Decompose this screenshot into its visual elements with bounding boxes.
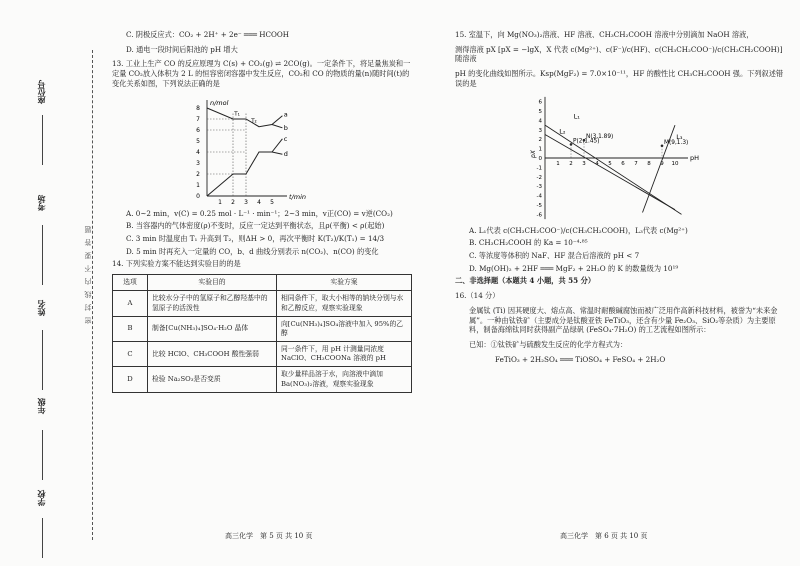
seat-label: 座位号 — [36, 80, 46, 104]
y-axis-label: pX — [530, 149, 537, 158]
y-tick-label: 6 — [538, 99, 542, 106]
y-tick-label: 3 — [538, 127, 542, 134]
q15-chart — [455, 94, 785, 222]
grade-label: 年级 — [36, 398, 46, 414]
x-axis-label: pH — [690, 153, 700, 162]
seat-line — [42, 115, 43, 165]
binding-strip — [30, 10, 100, 560]
point-label: M(9,1.3) — [664, 139, 689, 146]
q16-number: 16.（14 分） — [455, 291, 500, 301]
x-tick-label: 2 — [231, 198, 235, 206]
y-tick-label: 8 — [196, 104, 200, 112]
y-tick-label: 7 — [196, 115, 200, 123]
q15-stem-1: 15. 室温下，向 Mg(NO₃)₂溶液、HF 溶液、CH₃CH₂COOH 溶液中分别滴加 NaOH 溶液， — [455, 30, 754, 39]
line-label: L₂ — [559, 127, 566, 136]
curve-a — [272, 115, 282, 124]
y-tick-label: 0 — [538, 155, 542, 162]
point-label: N(3,1.89) — [586, 133, 614, 140]
y-tick-label: 4 — [196, 148, 200, 156]
line-label: L₁ — [573, 112, 580, 121]
name-line — [42, 330, 43, 390]
curve-c — [272, 138, 282, 151]
q13-option-c: C. 3 min 时温度由 T₁ 升高到 T₂，则ΔH > 0，再次平衡时 K(T₂)/K(T₁) = 14/3 — [126, 234, 385, 244]
row-purpose: 制备[Cu(NH₃)₄]SO₄·H₂O 晶体 — [148, 316, 277, 341]
table-row — [113, 367, 412, 392]
y-tick-label: 2 — [538, 136, 542, 143]
y-tick-label: -3 — [536, 183, 542, 190]
exam-label: 考场 — [36, 195, 46, 211]
header-option: 选项 — [113, 275, 148, 291]
left-column — [112, 30, 412, 393]
temp-marker: T₂ — [251, 117, 257, 124]
y-tick-label: -4 — [536, 193, 542, 200]
y-tick-label: 1 — [196, 181, 200, 189]
row-purpose: 比较 HClO、CH₃COOH 酸性强弱 — [148, 342, 277, 367]
q12-option-c: C. 阴极反应式：CO₂ + 2H⁺ + 2e⁻ ═══ HCOOH — [126, 30, 290, 39]
seal-text: 密封线内不要答题 — [84, 220, 92, 324]
y-tick-label: 1 — [538, 146, 542, 153]
row-option: B — [113, 316, 148, 341]
q15-option-d: D. Mg(OH)₂ + 2HF ═══ MgF₂ + 2H₂O 的 K 的数量级为 10¹⁹ — [469, 263, 679, 273]
row-plan: 向[Cu(NH₃)₄]SO₄溶液中加入 95%的乙醇 — [277, 316, 412, 341]
x-tick-label: 6 — [621, 160, 625, 167]
x-tick-label: 1 — [218, 198, 222, 206]
q15-option-a: A. L₁代表 c(CH₃CH₂COO⁻)/c(CH₃CH₂COOH)，L₃代表 c(Mg²⁺) — [469, 225, 688, 235]
q13-option-a: A. 0~2 min，v(C) = 0.25 mol · L⁻¹ · min⁻¹；2~3 min，v正(CO) = v逆(CO₂) — [126, 208, 393, 218]
line-label: L₃ — [676, 132, 683, 141]
grade-line — [42, 430, 43, 480]
x-tick-label: 7 — [634, 160, 638, 167]
y-tick-label: -5 — [536, 202, 542, 209]
y-tick-label: 6 — [196, 126, 200, 134]
q16-equation: FeTiO₃ + 2H₂SO₄ ═══ TiOSO₄ + FeSO₄ + 2H₂O — [495, 354, 666, 364]
row-plan: 相同条件下，取大小相等的钠块分别与水和乙醇反应，观察实验现象 — [277, 291, 412, 316]
q16-known: 已知：①钛铁矿与硫酸发生反应的化学方程式为： — [469, 340, 628, 350]
q15-option-c: C. 等浓度等体积的 NaF、HF 混合后溶液的 pH < 7 — [469, 251, 640, 261]
table-header-row — [113, 275, 412, 291]
q13-chart — [112, 94, 412, 206]
x-tick-label: 1 — [556, 160, 560, 167]
curve-label: c — [283, 134, 288, 143]
table-row — [113, 316, 412, 341]
q13-option-b: B. 当容器内的气体密度(ρ)不变时，反应一定达到平衡状态，且ρ(平衡) < ρ(起始) — [126, 221, 385, 231]
row-option: A — [113, 291, 148, 316]
y-tick-label: 5 — [196, 137, 200, 145]
section-two-title: 二、非选择题（本题共 4 小题，共 55 分） — [455, 276, 596, 286]
curve-label: b — [283, 123, 288, 132]
x-tick-label: 8 — [647, 160, 651, 167]
y-tick-label: 4 — [538, 117, 542, 124]
y-tick-label: 2 — [196, 170, 200, 178]
q15-option-b: B. CH₃CH₂COOH 的 Ka = 10⁻⁴·⁸⁵ — [469, 238, 588, 248]
curve-d — [272, 152, 282, 154]
point-label: P(2,1.45) — [573, 137, 600, 144]
name-label: 姓名 — [36, 300, 46, 316]
table-row — [113, 291, 412, 316]
y-tick-label: 0 — [196, 192, 200, 200]
x-tick-label: 5 — [608, 160, 612, 167]
exam-line — [42, 225, 43, 285]
x-tick-label: 2 — [569, 160, 573, 167]
table-row — [113, 342, 412, 367]
temp-marker: T₁ — [234, 111, 240, 118]
x-tick-label: 9 — [660, 160, 664, 167]
curve-label: a — [283, 110, 288, 119]
row-option: D — [113, 367, 148, 392]
x-axis-label: t/min — [289, 192, 306, 201]
q13-stem: 13. 工业上生产 CO 的反应原理为 C(s) + CO₂(g) ⇌ 2CO(g)。一定条件下，将足量焦炭和一定量 CO₂放入体积为 2 L 的恒容密闭容器中发生反应，CO₂和 CO 的物质的量(n)随时间(t)的变化关系如图，下列说法正确的是 — [112, 59, 411, 88]
x-tick-label: 4 — [257, 198, 261, 206]
q15-stem-3: pH 的变化曲线如图所示。Ksp(MgF₂) = 7.0×10⁻¹¹，HF 的酸性比 CH₃CH₂COOH 强。下列叙述错误的是 — [455, 69, 784, 88]
row-plan: 取少量样品溶于水，向溶液中滴加 Ba(NO₃)₂溶液，观察实验现象 — [277, 367, 412, 392]
header-plan: 实验方案 — [277, 275, 412, 291]
y-tick-label: 3 — [196, 159, 200, 167]
q15-stem-2: 测得溶液 pX [pX = −lgX，X 代表 c(Mg²⁺)、c(F⁻)/c(HF)、c(CH₃CH₂COO⁻)/c(CH₃CH₂COOH)] 随溶液 — [455, 44, 783, 64]
left-footer: 高三化学 第 5 页 共 10 页 — [225, 532, 313, 540]
x-tick-label: 4 — [595, 160, 599, 167]
right-column — [455, 30, 785, 370]
row-option: C — [113, 342, 148, 367]
q14-table — [112, 274, 412, 393]
binding-dash-line — [92, 50, 93, 540]
y-tick-label: 5 — [538, 108, 542, 115]
q14-stem: 14. 下列实验方案不能达到实验目的的是 — [112, 259, 241, 269]
q13-option-d: D. 5 min 时再充入一定量的 CO，b、d 曲线分别表示 n(CO₂)、n(CO) 的变化 — [126, 246, 379, 256]
row-purpose: 检验 Na₂SO₃是否变质 — [148, 367, 277, 392]
school-line — [42, 518, 43, 558]
q16-paragraph: 金属钛 (Ti) 因其硬度大、熔点高、常温时耐酸碱腐蚀而被广泛用作高新科技材料，被誉为“未来金属”。一种由钛铁矿（主要成分是钛酸亚铁 FeTiO₃，还含有少量 Fe₂O₃、SiO₂等杂质）为主要原料，制备海绵钛同时获得副产品绿矾 (FeSO₄·7H₂O) 的工艺流程如图所示： — [469, 305, 778, 335]
y-tick-label: -2 — [536, 174, 542, 181]
x-tick-label: 3 — [582, 160, 586, 167]
y-axis-label: n/mol — [210, 98, 229, 107]
right-footer: 高三化学 第 6 页 共 10 页 — [560, 532, 648, 540]
header-purpose: 实验目的 — [148, 275, 277, 291]
row-purpose: 比较水分子中的氢原子和乙醇羟基中的氢原子的活泼性 — [148, 291, 277, 316]
x-tick-label: 3 — [244, 198, 248, 206]
curve-label: d — [283, 149, 288, 158]
y-tick-label: -6 — [536, 211, 542, 218]
x-tick-label: 5 — [270, 198, 274, 206]
row-plan: 同一条件下，用 pH 计测量同浓度 NaClO、CH₃COONa 溶液的 pH — [277, 342, 412, 367]
curve-b — [272, 124, 282, 127]
x-tick-label: 10 — [671, 160, 679, 167]
line-l2 — [545, 134, 675, 209]
y-tick-label: -1 — [536, 164, 542, 171]
q12-option-d: D. 通电一段时间后阳池的 pH 增大 — [126, 44, 238, 54]
school-label: 学校 — [36, 490, 46, 506]
